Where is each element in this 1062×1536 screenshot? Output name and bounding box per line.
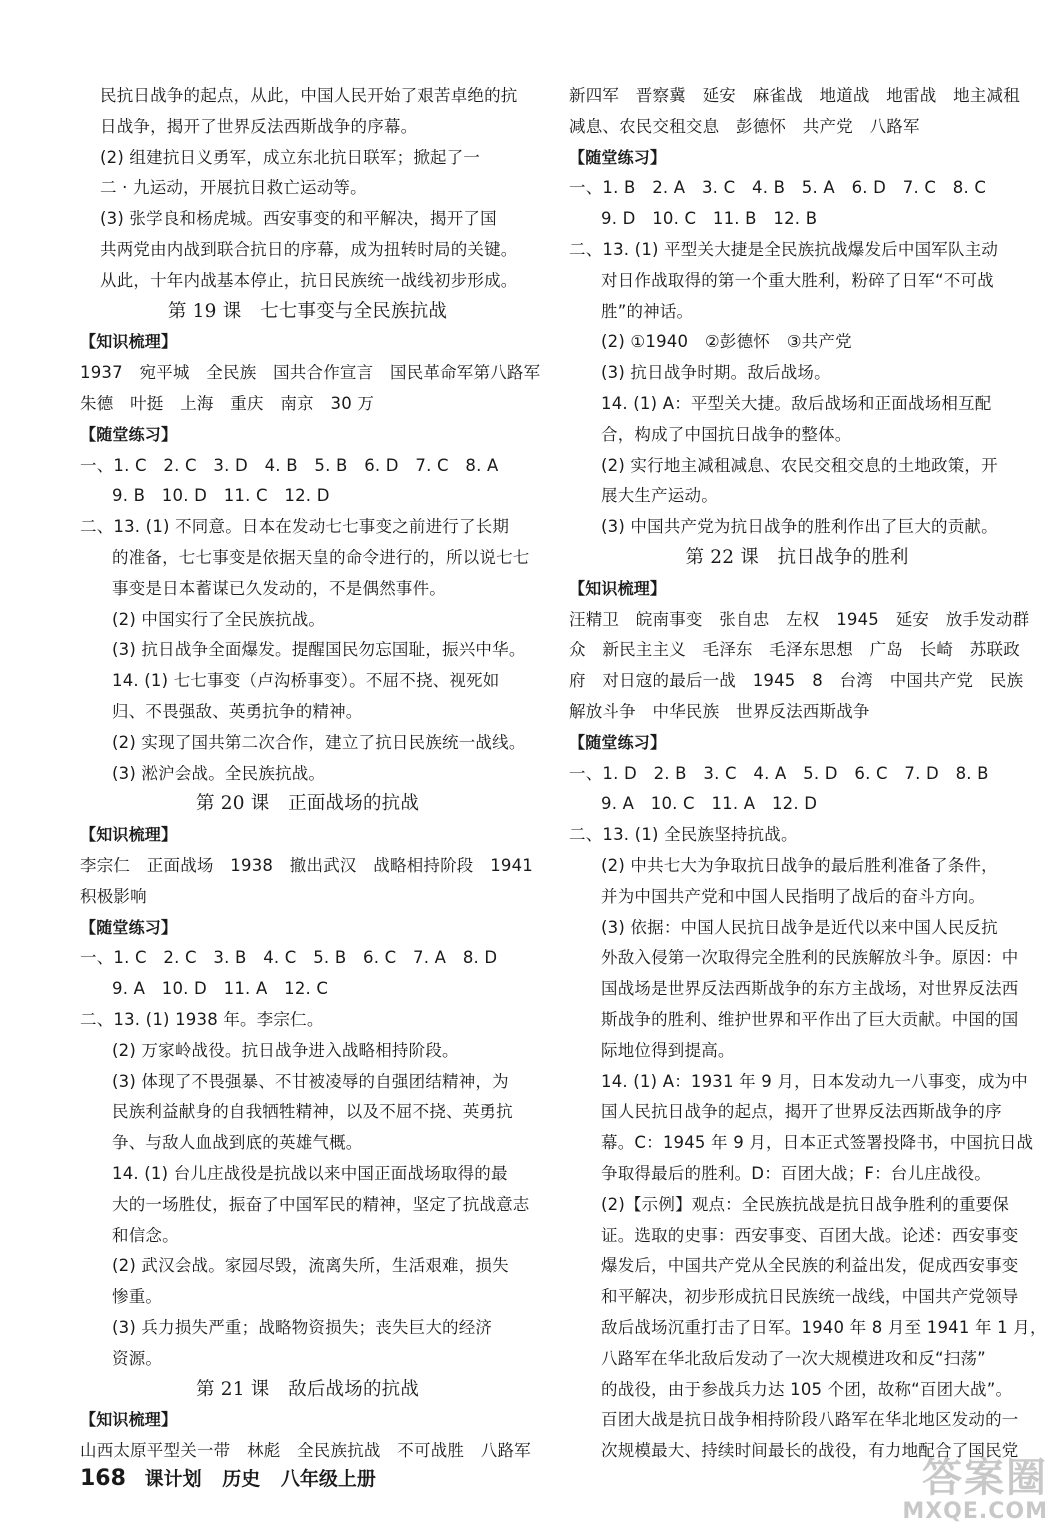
text-line: 府 对日寇的最后一战 1945 8 台湾 中国共产党 民族 bbox=[569, 671, 1024, 691]
text-line: 朱德 叶挺 上海 重庆 南京 30 万 bbox=[80, 394, 375, 413]
text-line: 敌后战场沉重打击了日军。1940 年 8 月至 1941 年 1 月， bbox=[601, 1318, 1047, 1337]
watermark-url: MXQE.COM bbox=[902, 1499, 1048, 1524]
text-line: (2) 实行地主减租减息、农民交租交息的土地政策，开 bbox=[601, 455, 998, 475]
text-line: (2) 武汉会战。家园尽毁，流离失所，生活艰难，损失 bbox=[112, 1256, 509, 1276]
text-line: 事变是日本蓄谋已久发动的，不是偶然事件。 bbox=[112, 578, 446, 598]
text-line: 二 · 九运动，开展抗日救亡运动等。 bbox=[100, 178, 367, 198]
text-line: 八路军在华北敌后发动了一次大规模进攻和反“扫荡” bbox=[601, 1348, 986, 1368]
page-number: 168 bbox=[80, 1466, 126, 1491]
text-line: 14. (1) A：平型关大捷。敌后战场和正面战场相互配 bbox=[601, 394, 992, 413]
text-line: (3) 中国共产党为抗日战争的胜利作出了巨大的贡献。 bbox=[601, 517, 998, 537]
text-line: 一、1. C 2. C 3. B 4. C 5. B 6. C 7. A 8. D bbox=[80, 948, 498, 968]
text-line: 归、不畏强敌、英勇抗争的精神。 bbox=[112, 702, 363, 721]
text-line: 积极影响 bbox=[80, 886, 147, 906]
text-line: 汪精卫 皖南事变 张自忠 左权 1945 延安 放手发动群 bbox=[569, 609, 1030, 629]
section-heading: 【随堂练习】 bbox=[80, 424, 178, 444]
text-line: 一、1. C 2. C 3. D 4. B 5. B 6. D 7. C 8. A bbox=[80, 455, 499, 475]
section-heading: 【知识梳理】 bbox=[80, 1410, 178, 1430]
text-line: 证。选取的史事：西安事变、百团大战。论述：西安事变 bbox=[601, 1225, 1019, 1245]
text-line: 9. A 10. D 11. A 12. C bbox=[112, 979, 329, 999]
text-line: 幕。C：1945 年 9 月，日本正式签署投降书，中国抗日战 bbox=[601, 1133, 1034, 1153]
text-line: 二、13. (1) 不同意。日本在发动七七事变之前进行了长期 bbox=[80, 517, 510, 537]
text-line: 百团大战是抗日战争相持阶段八路军在华北地区发动的一 bbox=[601, 1410, 1019, 1430]
text-line: 的战役，由于参战兵力达 105 个团，故称“百团大战”。 bbox=[601, 1379, 1013, 1399]
text-line: (2) 万家岭战役。抗日战争进入战略相持阶段。 bbox=[112, 1040, 459, 1060]
text-line: (2) 实现了国共第二次合作，建立了抗日民族统一战线。 bbox=[112, 732, 526, 752]
text-line: (2)【示例】观点：全民族抗战是抗日战争胜利的重要保 bbox=[601, 1194, 1010, 1214]
section-heading: 【知识梳理】 bbox=[80, 825, 178, 845]
section-heading: 【知识梳理】 bbox=[569, 578, 667, 598]
subject: 历史 bbox=[222, 1468, 261, 1490]
text-line: 一、1. B 2. A 3. C 4. B 5. A 6. D 7. C 8. C bbox=[569, 178, 987, 198]
text-line: 资源。 bbox=[112, 1348, 163, 1368]
text-line: 和平解决，初步形成抗日民族统一战线，中国共产党领导 bbox=[601, 1287, 1019, 1307]
text-line: 二、13. (1) 全民族坚持抗战。 bbox=[569, 825, 798, 845]
text-line: 的准备，七七事变是依据天皇的命令进行的，所以说七七 bbox=[112, 548, 530, 567]
section-heading: 【随堂练习】 bbox=[569, 147, 667, 167]
text-line: 国战场是世界反法西斯战争的东方主战场，对世界反法西 bbox=[601, 979, 1019, 999]
text-line: 合，构成了中国抗日战争的整体。 bbox=[601, 424, 852, 444]
text-line: 大的一场胜仗，振奋了中国军民的精神，坚定了抗战意志 bbox=[112, 1194, 530, 1214]
text-line: (3) 淞沪会战。全民族抗战。 bbox=[112, 763, 326, 783]
text-line: (2) 组建抗日义勇军，成立东北抗日联军；掀起了一 bbox=[100, 147, 481, 167]
text-line: 共两党由内战到联合抗日的序幕，成为扭转时局的关键。 bbox=[100, 240, 518, 259]
text-line: 国人民抗日战争的起点，揭开了世界反法西斯战争的序 bbox=[601, 1102, 1002, 1122]
text-line: 和信念。 bbox=[112, 1225, 179, 1245]
text-line: 9. A 10. C 11. A 12. D bbox=[601, 794, 818, 814]
text-line: 9. B 10. D 11. C 12. D bbox=[112, 486, 330, 506]
text-line: (2) 中国实行了全民族抗战。 bbox=[112, 609, 326, 629]
text-line: 二、13. (1) 1938 年。李宗仁。 bbox=[80, 1010, 324, 1029]
text-line: (3) 兵力损失严重；战略物资损失；丧失巨大的经济 bbox=[112, 1318, 493, 1337]
section-heading: 【知识梳理】 bbox=[80, 332, 178, 352]
text-line: 14. (1) 七七事变（卢沟桥事变）。不屈不挠、视死如 bbox=[112, 671, 500, 691]
text-line: 山西太原平型关一带 林彪 全民族抗战 不可战胜 八路军 bbox=[80, 1441, 531, 1461]
lesson-title: 第 20 课 正面战场的抗战 bbox=[195, 793, 420, 815]
grade: 八年级上册 bbox=[280, 1468, 376, 1490]
lesson-title: 第 22 课 抗日战争的胜利 bbox=[685, 547, 909, 568]
text-line: 新四军 晋察冀 延安 麻雀战 地道战 地雷战 地主减租 bbox=[569, 86, 1020, 105]
section-heading: 【随堂练习】 bbox=[80, 917, 178, 937]
text-line: 胜”的神话。 bbox=[601, 301, 694, 321]
text-line: 外敌入侵第一次取得完全胜利的民族解放斗争。原因：中 bbox=[601, 948, 1019, 968]
text-line: 际地位得到提高。 bbox=[601, 1040, 735, 1060]
text-line: 李宗仁 正面战场 1938 撤出武汉 战略相持阶段 1941 bbox=[80, 856, 533, 875]
page-footer bbox=[80, 1462, 390, 1496]
text-line: 展大生产运动。 bbox=[601, 486, 718, 506]
text-line: 次规模最大、持续时间最长的战役，有力地配合了国民党 bbox=[601, 1441, 1019, 1461]
text-line: 9. D 10. C 11. B 12. B bbox=[601, 209, 818, 229]
lesson-title: 第 19 课 七七事变与全民族抗战 bbox=[167, 300, 448, 322]
text-line: 从此，十年内战基本停止，抗日民族统一战线初步形成。 bbox=[100, 270, 518, 290]
text-line: 一、1. D 2. B 3. C 4. A 5. D 6. C 7. D 8. B bbox=[569, 763, 989, 783]
watermark-logo bbox=[868, 1456, 1048, 1528]
text-line: 爆发后，中国共产党从全民族的利益出发，促成西安事变 bbox=[601, 1256, 1019, 1276]
text-line: 减息、农民交租交息 彭德怀 共产党 八路军 bbox=[569, 116, 920, 136]
text-line: 争、与敌人血战到底的英雄气概。 bbox=[112, 1133, 363, 1153]
section-heading: 【随堂练习】 bbox=[569, 732, 667, 752]
text-line: 1937 宛平城 全民族 国共合作宣言 国民革命军第八路军 bbox=[80, 363, 541, 383]
lesson-title: 第 21 课 敌后战场的抗战 bbox=[195, 1378, 420, 1400]
text-line: 二、13. (1) 平型关大捷是全民族抗战爆发后中国军队主动 bbox=[569, 240, 999, 259]
text-line: 并为中国共产党和中国人民指明了战后的奋斗方向。 bbox=[601, 886, 986, 906]
text-line: (2) 中共七大为争取抗日战争的最后胜利准备了条件， bbox=[601, 856, 998, 875]
text-line: 日战争，揭开了世界反法西斯战争的序幕。 bbox=[100, 116, 418, 136]
text-line: 惨重。 bbox=[112, 1287, 163, 1307]
text-line: 对日作战取得的第一个重大胜利，粉碎了日军“不可战 bbox=[601, 270, 994, 290]
text-line: 斯战争的胜利、维护世界和平作出了巨大贡献。中国的国 bbox=[601, 1010, 1019, 1029]
text-line: 民族利益献身的自我牺牲精神，以及不屈不挠、英勇抗 bbox=[112, 1102, 513, 1122]
text-line: (3) 抗日战争时期。敌后战场。 bbox=[601, 363, 831, 383]
text-line: 14. (1) A：1931 年 9 月，日本发动九一八事变，成为中 bbox=[601, 1071, 1028, 1091]
watermark-logo-icon: 答案圈 bbox=[922, 1455, 1048, 1501]
text-line: (3) 抗日战争全面爆发。提醒国民勿忘国耻，振兴中华。 bbox=[112, 640, 526, 660]
text-line: (3) 依据：中国人民抗日战争是近代以来中国人民反抗 bbox=[601, 917, 998, 937]
text-line: (3) 张学良和杨虎城。西安事变的和平解决，揭开了国 bbox=[100, 209, 497, 229]
text-line: (3) 体现了不畏强暴、不甘被凌辱的自强团结精神，为 bbox=[112, 1071, 509, 1091]
text-line: 民抗日战争的起点，从此，中国人民开始了艰苦卓绝的抗 bbox=[100, 86, 518, 105]
text-line: 争取得最后的胜利。D：百团大战；F：台儿庄战役。 bbox=[601, 1164, 991, 1183]
text-line: 解放斗争 中华民族 世界反法西斯战争 bbox=[569, 702, 870, 721]
book-series: 课计划 bbox=[144, 1468, 202, 1490]
text-line: 14. (1) 台儿庄战役是抗战以来中国正面战场取得的最 bbox=[112, 1164, 508, 1183]
text-line: 众 新民主主义 毛泽东 毛泽东思想 广岛 长崎 苏联政 bbox=[569, 640, 1020, 660]
text-line: (2) ①1940 ②彭德怀 ③共产党 bbox=[601, 332, 852, 352]
